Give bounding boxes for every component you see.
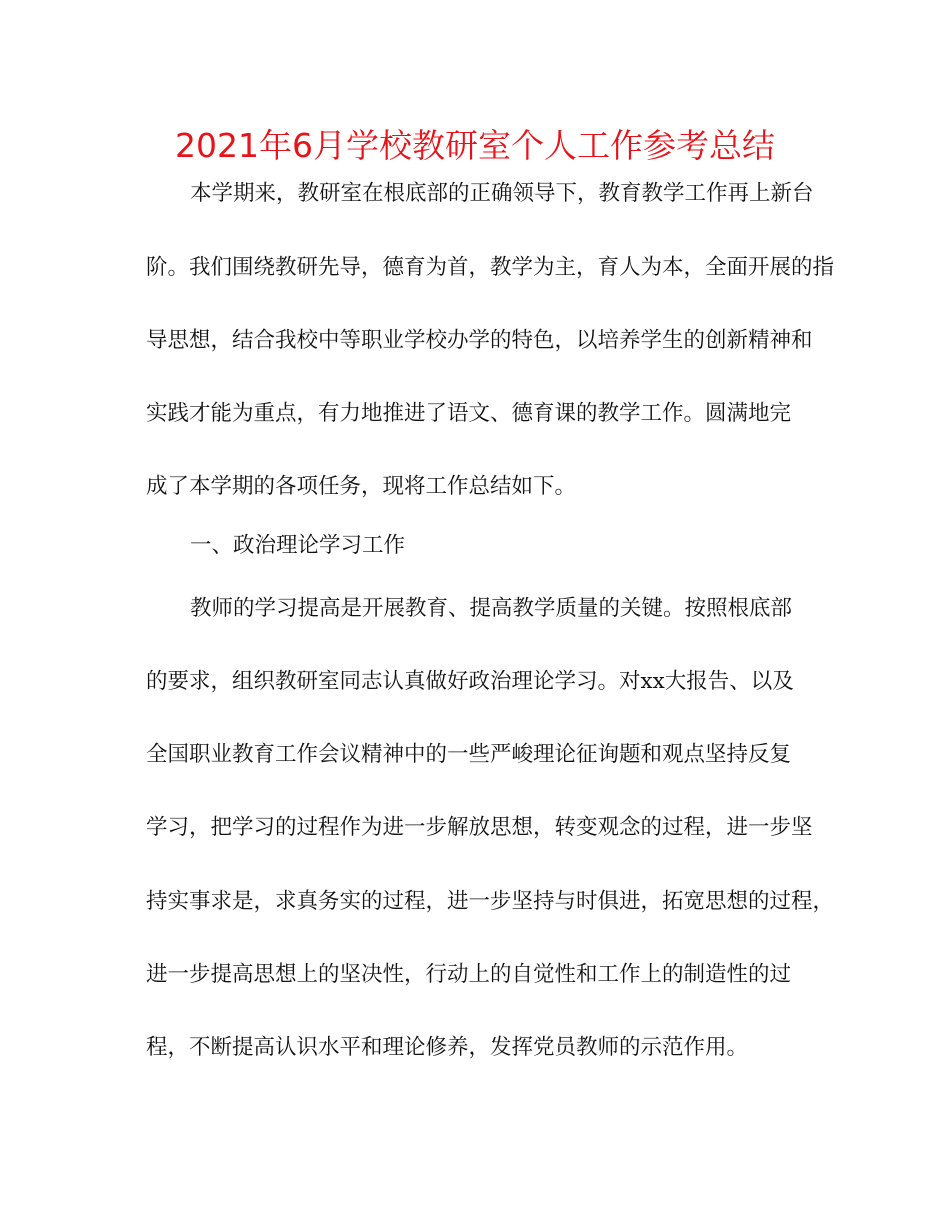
- paragraph-line-4: 实践才能为重点，有力地推进了语文、德育课的教学工作。圆满地完: [146, 401, 792, 426]
- paragraph-line-10: 持实事求是，求真务实的过程，进一步坚持与时俱进，拓宽思想的过程，: [146, 889, 835, 914]
- paragraph-line-9: 学习，把学习的过程作为进一步解放思想，转变观念的过程，进一步坚: [146, 815, 813, 840]
- paragraph-line-3: 导思想，结合我校中等职业学校办学的特色，以培养学生的创新精神和: [146, 328, 813, 353]
- paragraph-line-8: 全国职业教育工作会议精神中的一些严峻理论征询题和观点坚持反复: [146, 742, 792, 767]
- paragraph-line-5: 成了本学期的各项任务，现将工作总结如下。: [146, 474, 577, 499]
- document-title: 2021年6月学校教研室个人工作参考总结: [175, 126, 775, 165]
- paragraph-line-2: 阶。我们围绕教研先导，德育为首，教学为主，育人为本，全面开展的指: [146, 255, 835, 280]
- paragraph-line-11: 进一步提高思想上的坚决性，行动上的自觉性和工作上的制造性的过: [146, 962, 792, 987]
- paragraph-line-12: 程，不断提高认识水平和理论修养，发挥党员教师的示范作用。: [146, 1035, 749, 1060]
- paragraph-line-7: 的要求，组织教研室同志认真做好政治理论学习。对xx大报告、以及: [146, 669, 794, 694]
- section-heading: 一、政治理论学习工作: [190, 533, 406, 558]
- paragraph-line-6: 教师的学习提高是开展教育、提高教学质量的关键。按照根底部: [190, 596, 793, 621]
- paragraph-line-1: 本学期来，教研室在根底部的正确领导下，教育教学工作再上新台: [190, 181, 814, 206]
